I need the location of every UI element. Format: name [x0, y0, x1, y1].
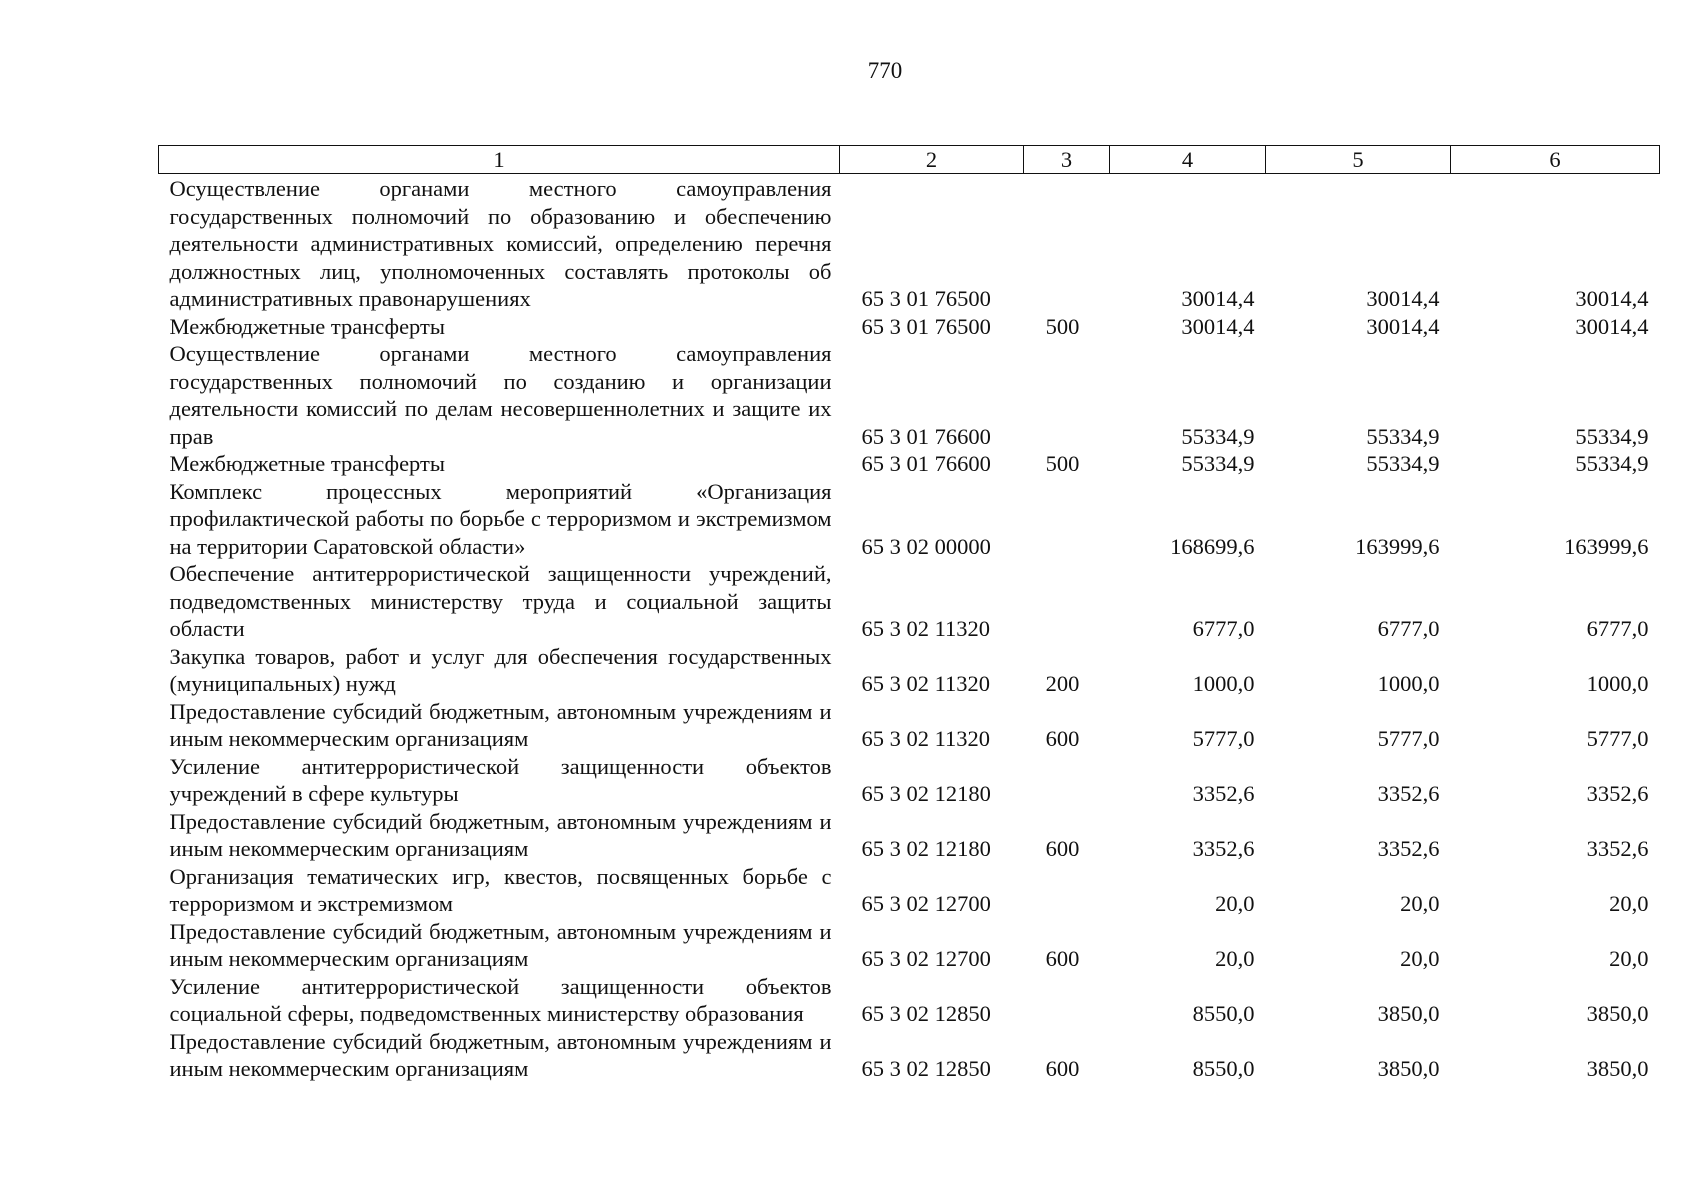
row-name-cell: Предоставление субсидий бюджетным, автономным учреждениям и иным некоммерческим организациям: [169, 1028, 832, 1081]
row-value-col6-cell: 5777,0: [1586, 726, 1649, 751]
row-expense-type-cell: 500: [1045, 313, 1080, 339]
row-value-col4-cell: 55334,9: [1181, 423, 1255, 449]
row-expense-type-cell: [1024, 973, 1110, 1028]
column-header-1: 1: [159, 146, 840, 174]
row-value-col4-cell: 1000,0: [1192, 671, 1255, 696]
row-value-col5-cell: 5777,0: [1377, 726, 1440, 751]
row-value-col4-cell: 20,0: [1215, 891, 1255, 916]
row-value-col6-cell: 163999,6: [1564, 533, 1649, 559]
row-value-col5-cell: 55334,9: [1366, 451, 1440, 476]
row-name-cell: Осуществление органами местного самоуправления государственных полномочий по созданию и организации деятельности комиссий по делам несовершеннолетних и защите их прав: [169, 341, 832, 449]
row-value-col4-cell: 8550,0: [1192, 1001, 1255, 1026]
row-value-col5-cell: 55334,9: [1366, 423, 1440, 449]
row-expense-type-cell: [1024, 478, 1110, 561]
column-header-6: 6: [1451, 146, 1660, 174]
row-code-cell: 65 3 02 12180: [861, 836, 991, 861]
row-name-cell: Межбюджетные трансферты: [169, 313, 445, 339]
column-header-2: 2: [840, 146, 1024, 174]
row-code-cell: 65 3 01 76600: [861, 423, 991, 449]
row-value-col6-cell: 55334,9: [1575, 451, 1649, 476]
row-value-col5-cell: 3352,6: [1377, 836, 1440, 861]
row-code-cell: 65 3 01 76500: [861, 286, 991, 311]
row-expense-type-cell: 600: [1045, 836, 1080, 861]
table-row: [159, 753, 1660, 808]
row-value-col5-cell: 3850,0: [1377, 1056, 1440, 1081]
row-value-col6-cell: 3850,0: [1586, 1056, 1649, 1081]
table-row: [159, 560, 1660, 643]
row-code-cell: 65 3 02 12180: [861, 781, 991, 806]
row-value-col6-cell: 1000,0: [1586, 671, 1649, 696]
table-row: [159, 478, 1660, 561]
row-value-col6-cell: 30014,4: [1575, 313, 1649, 339]
row-value-col5-cell: 20,0: [1400, 946, 1440, 971]
row-value-col6-cell: 55334,9: [1575, 423, 1649, 449]
row-name-cell: Предоставление субсидий бюджетным, автономным учреждениям и иным некоммерческим организациям: [169, 808, 832, 861]
row-value-col4-cell: 8550,0: [1192, 1056, 1255, 1081]
row-value-col5-cell: 30014,4: [1366, 313, 1440, 339]
row-code-cell: 65 3 02 00000: [861, 533, 991, 559]
row-value-col4-cell: 168699,6: [1170, 533, 1255, 559]
row-value-col6-cell: 30014,4: [1575, 286, 1649, 311]
table-row: [159, 863, 1660, 918]
row-code-cell: 65 3 01 76600: [861, 451, 991, 476]
row-value-col4-cell: 20,0: [1215, 946, 1255, 971]
row-name-cell: Комплекс процессных мероприятий «Организация профилактической работы по борьбе с терроризмом и экстремизмом на территории Саратовской области»: [169, 478, 832, 559]
row-name-cell: Предоставление субсидий бюджетным, автономным учреждениям и иным некоммерческим организациям: [169, 698, 832, 751]
table-row: [159, 643, 1660, 698]
table-row: [159, 313, 1660, 341]
row-name-cell: Закупка товаров, работ и услуг для обеспечения государственных (муниципальных) нужд: [169, 643, 832, 696]
row-value-col5-cell: 1000,0: [1377, 671, 1440, 696]
row-value-col6-cell: 3352,6: [1586, 781, 1649, 806]
row-value-col4-cell: 6777,0: [1192, 616, 1255, 641]
row-expense-type-cell: [1024, 560, 1110, 643]
row-name-cell: Обеспечение антитеррористической защищенности учреждений, подведомственных министерству труда и социальной защиты области: [169, 561, 832, 641]
row-code-cell: 65 3 02 11320: [861, 671, 991, 696]
row-value-col6-cell: 20,0: [1609, 946, 1649, 971]
row-name-cell: Усиление антитеррористической защищенности объектов учреждений в сфере культуры: [169, 753, 832, 806]
row-expense-type-cell: [1024, 340, 1110, 450]
row-value-col4-cell: 3352,6: [1192, 781, 1255, 806]
row-value-col4-cell: 5777,0: [1192, 726, 1255, 751]
row-name-cell: Организация тематических игр, квестов, посвященных борьбе с терроризмом и экстремизмом: [169, 863, 832, 916]
budget-table: [158, 145, 1660, 1083]
row-expense-type-cell: [1024, 753, 1110, 808]
row-value-col4-cell: 30014,4: [1181, 286, 1255, 311]
table-row: [159, 918, 1660, 973]
row-value-col4-cell: 30014,4: [1181, 313, 1255, 339]
row-value-col5-cell: 20,0: [1400, 891, 1440, 916]
page-number: 770: [867, 58, 903, 83]
row-expense-type-cell: [1024, 174, 1110, 313]
row-value-col5-cell: 30014,4: [1366, 286, 1440, 311]
row-name-cell: Межбюджетные трансферты: [169, 451, 445, 476]
row-code-cell: 65 3 02 12700: [861, 891, 991, 916]
row-value-col5-cell: 6777,0: [1377, 616, 1440, 641]
row-code-cell: 65 3 02 11320: [861, 616, 991, 641]
column-header-3: 3: [1024, 146, 1110, 174]
row-value-col6-cell: 3850,0: [1586, 1001, 1649, 1026]
row-value-col5-cell: 3850,0: [1377, 1001, 1440, 1026]
column-header-5: 5: [1266, 146, 1451, 174]
row-code-cell: 65 3 02 12700: [861, 946, 991, 971]
row-code-cell: 65 3 02 12850: [861, 1001, 991, 1026]
header-row: [159, 146, 1660, 174]
table-row: [159, 698, 1660, 753]
row-value-col6-cell: 3352,6: [1586, 836, 1649, 861]
row-value-col6-cell: 20,0: [1609, 891, 1649, 916]
table-row: [159, 340, 1660, 450]
row-value-col6-cell: 6777,0: [1586, 616, 1649, 641]
row-expense-type-cell: 600: [1045, 726, 1080, 751]
row-value-col4-cell: 55334,9: [1181, 451, 1255, 476]
row-name-cell: Усиление антитеррористической защищенности объектов социальной сферы, подведомственных министерству образования: [169, 973, 832, 1026]
row-expense-type-cell: 600: [1045, 1056, 1080, 1081]
table-header: [159, 146, 1660, 174]
table-row: [159, 174, 1660, 313]
row-name-cell: Осуществление органами местного самоуправления государственных полномочий по образованию и обеспечению деятельности административных комиссий, определению перечня должностных лиц, уполномоченных составлять протоколы об административных правонарушениях: [169, 176, 832, 311]
row-value-col5-cell: 163999,6: [1355, 533, 1440, 559]
table-row: [159, 1028, 1660, 1083]
row-code-cell: 65 3 02 11320: [861, 726, 991, 751]
table-row: [159, 808, 1660, 863]
table-row: [159, 450, 1660, 478]
row-code-cell: 65 3 01 76500: [861, 313, 991, 339]
row-value-col5-cell: 3352,6: [1377, 781, 1440, 806]
row-expense-type-cell: 500: [1045, 451, 1080, 476]
table-row: [159, 973, 1660, 1028]
table-body: [159, 174, 1660, 1083]
row-expense-type-cell: 200: [1045, 671, 1080, 696]
row-value-col4-cell: 3352,6: [1192, 836, 1255, 861]
row-expense-type-cell: 600: [1045, 946, 1080, 971]
row-code-cell: 65 3 02 12850: [861, 1056, 991, 1081]
column-header-4: 4: [1110, 146, 1266, 174]
row-name-cell: Предоставление субсидий бюджетным, автономным учреждениям и иным некоммерческим организациям: [169, 918, 832, 971]
row-expense-type-cell: [1024, 863, 1110, 918]
